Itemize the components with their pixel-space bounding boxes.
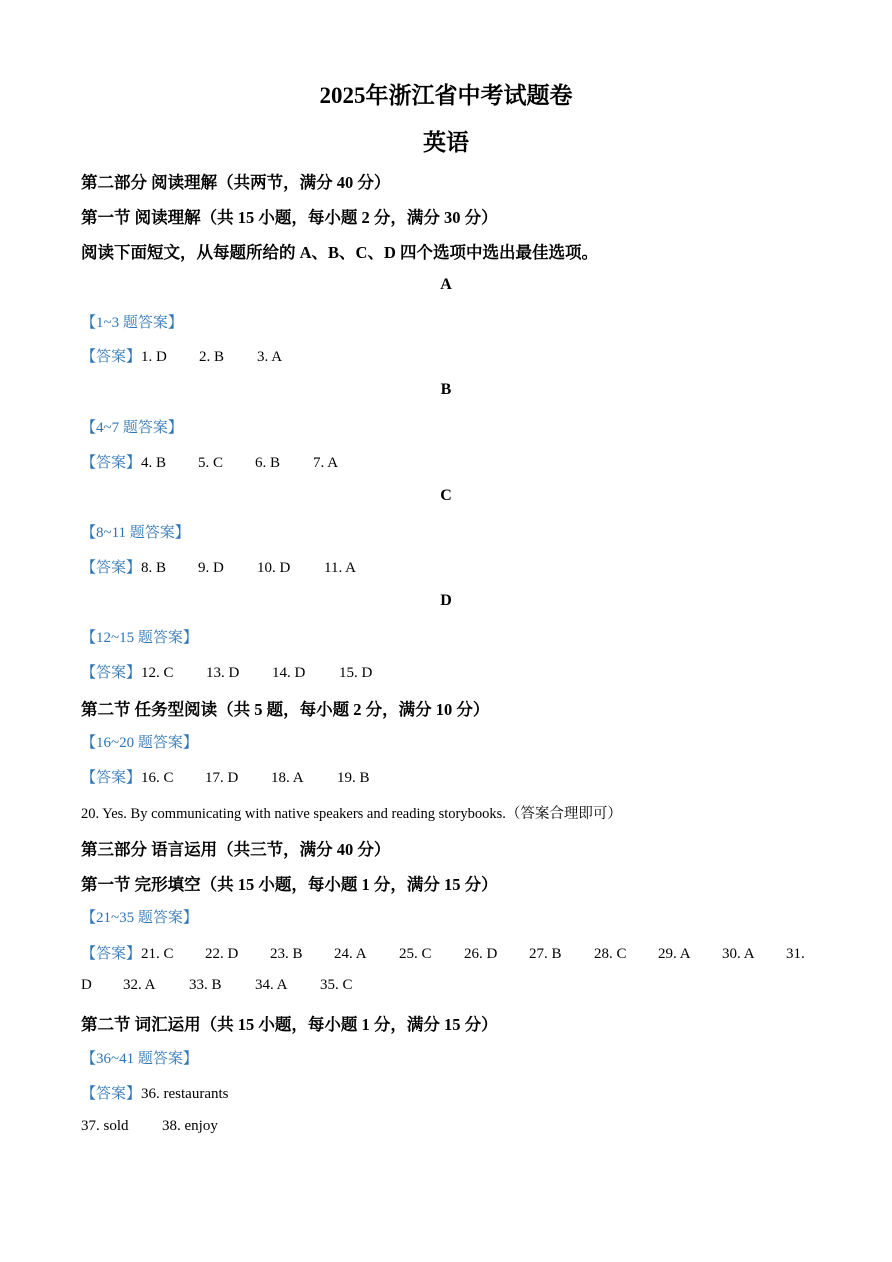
- answer-item: 17. D: [205, 770, 239, 786]
- passage-b-range: 【4~7 题答案】: [81, 420, 183, 436]
- passage-b-letter: B: [440, 381, 452, 398]
- answer-item: 14. D: [272, 665, 306, 681]
- part2-sec1-instruction: 阅读下面短文，从每题所给的 A、B、C、D 四个选项中选出最佳选项。: [81, 243, 599, 262]
- sec2-range: 【16~20 题答案】: [81, 735, 198, 751]
- answer-item: 35. C: [320, 977, 353, 993]
- answer-item: 9. D: [198, 560, 224, 576]
- answer-item: 24. A: [334, 946, 367, 962]
- passage-c-range: 【8~11 题答案】: [81, 525, 190, 541]
- answer-item: 16. C: [141, 770, 174, 786]
- q20-answer: 20. Yes. By communicating with native speakers and reading storybooks.（答案合理即可）: [81, 806, 622, 822]
- passage-c-letter: C: [440, 487, 452, 504]
- answer-item: 13. D: [206, 665, 240, 681]
- answer-label: 【答案】: [81, 770, 142, 786]
- answer-item: 22. D: [205, 946, 239, 962]
- part2-sec1-heading: 第一节 阅读理解（共 15 小题，每小题 2 分，满分 30 分）: [81, 208, 498, 227]
- answer-item: 2. B: [199, 349, 225, 365]
- page-title: 2025年浙江省中考试题卷: [319, 83, 573, 108]
- answer-label: 【答案】: [81, 665, 142, 681]
- answer-item: 11. A: [324, 560, 356, 576]
- passage-a-letter: A: [440, 276, 452, 293]
- answer-item: 36. restaurants: [141, 1086, 229, 1102]
- answer-item: D: [81, 977, 92, 993]
- passage-a-answers: [81, 345, 282, 366]
- answer-item: 25. C: [399, 946, 432, 962]
- sec2-answers: [81, 766, 370, 787]
- vocab-range: 【36~41 题答案】: [81, 1051, 198, 1067]
- answer-item: 28. C: [594, 946, 627, 962]
- passage-c-answers: [81, 556, 356, 577]
- vocab-answers-more: [81, 1118, 218, 1135]
- answer-item: 5. C: [198, 455, 224, 471]
- answer-item: 31.: [786, 946, 805, 962]
- cloze-answers-line1: [81, 942, 805, 963]
- answer-item: 27. B: [529, 946, 562, 962]
- answer-item: 19. B: [337, 770, 370, 786]
- answer-item: 15. D: [339, 665, 373, 681]
- answer-label: 【答案】: [81, 455, 142, 471]
- answer-item: 30. A: [722, 946, 755, 962]
- page-subtitle: 英语: [423, 130, 469, 155]
- answer-item: 12. C: [141, 665, 174, 681]
- answer-item: 3. A: [257, 349, 283, 365]
- answer-item: 32. A: [123, 977, 156, 993]
- part2-heading: 第二部分 阅读理解（共两节，满分 40 分）: [81, 173, 391, 192]
- answer-item: 7. A: [313, 455, 339, 471]
- answer-item: 33. B: [189, 977, 222, 993]
- cloze-range: 【21~35 题答案】: [81, 910, 198, 926]
- answer-item: 8. B: [141, 560, 167, 576]
- answer-label: 【答案】: [81, 1086, 142, 1102]
- part3-sec1-heading: 第一节 完形填空（共 15 小题，每小题 1 分，满分 15 分）: [81, 875, 498, 894]
- answer-item: 18. A: [271, 770, 304, 786]
- passage-d-letter: D: [440, 592, 452, 609]
- passage-a-range: 【1~3 题答案】: [81, 315, 183, 331]
- answer-item: 6. B: [255, 455, 281, 471]
- vocab-answer-36: [81, 1082, 229, 1103]
- answer-item: 23. B: [270, 946, 303, 962]
- answer-item: 21. C: [141, 946, 174, 962]
- part3-heading: 第三部分 语言运用（共三节，满分 40 分）: [81, 840, 391, 859]
- passage-b-answers: [81, 451, 338, 472]
- answer-item: 37. sold: [81, 1118, 129, 1134]
- part3-sec2-heading: 第二节 词汇运用（共 15 小题，每小题 1 分，满分 15 分）: [81, 1015, 498, 1034]
- passage-d-range: 【12~15 题答案】: [81, 630, 198, 646]
- passage-d-answers: [81, 661, 372, 682]
- answer-item: 34. A: [255, 977, 288, 993]
- answer-item: 10. D: [257, 560, 291, 576]
- answer-item: 1. D: [141, 349, 167, 365]
- answer-item: 4. B: [141, 455, 167, 471]
- answer-label: 【答案】: [81, 560, 142, 576]
- cloze-answers-line2: [81, 977, 353, 994]
- answer-item: 29. A: [658, 946, 691, 962]
- answer-item: 26. D: [464, 946, 498, 962]
- part2-sec2-heading: 第二节 任务型阅读（共 5 题，每小题 2 分，满分 10 分）: [81, 700, 490, 719]
- answer-item: 38. enjoy: [162, 1118, 218, 1134]
- answer-label: 【答案】: [81, 946, 142, 962]
- answer-label: 【答案】: [81, 349, 142, 365]
